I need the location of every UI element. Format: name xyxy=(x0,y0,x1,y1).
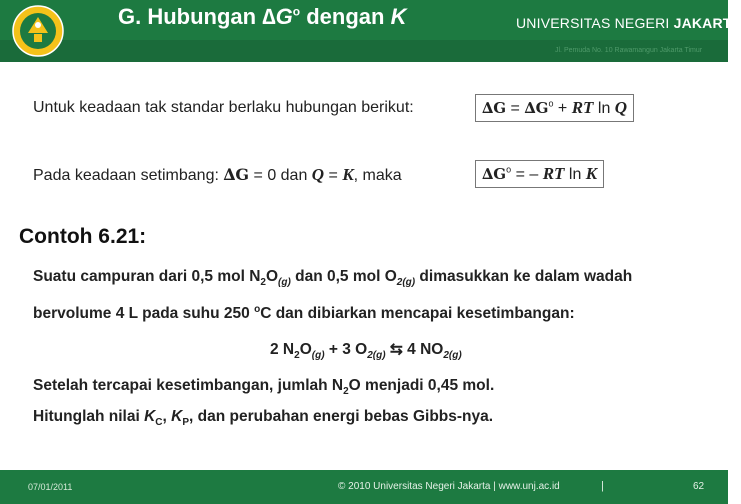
equilibrium-arrow-icon: ⇆ xyxy=(385,341,408,358)
slide-title: G. Hubungan $\Delta G^o$ dengan K xyxy=(118,4,407,29)
nonstandard-text: Untuk keadaan tak standar berlaku hubungan berikut: xyxy=(33,99,414,116)
footer-date: 07/01/2011 xyxy=(28,482,73,492)
page-number: 62 xyxy=(693,481,705,492)
example-heading: Contoh 6.21: xyxy=(19,225,147,248)
equilibrium-text: Pada keadaan setimbang: ∆G = 0 dan Q = K, maka xyxy=(33,165,402,184)
slide-header xyxy=(0,0,741,62)
slide-footer xyxy=(0,470,728,504)
formula-box-equilibrium: $\Delta G^o$ = – RT ln K xyxy=(475,160,604,188)
reaction-equation: 2 $N_2O_{(g)} + 3$ $O_{2(g)}$ ⇆ 4 $NO_{2(g)}$ xyxy=(270,341,462,362)
unj-logo-icon xyxy=(8,3,68,59)
university-name: UNIVERSITAS NEGERI JAKARTA xyxy=(516,15,741,31)
problem-line-2: bervolume 4 L pada suhu 250 $^o$C dan dibiarkan mencapai kesetimbangan: xyxy=(33,304,575,323)
problem-line-3: Setelah tercapai kesetimbangan, jumlah $N_2O$ menjadi 0,45 mol. xyxy=(33,377,495,398)
footer-separator: | xyxy=(601,480,604,492)
header-subtext: Jl. Pemuda No. 10 Rawamangun Jakarta Timur xyxy=(555,47,703,54)
footer-copyright: © 2010 Universitas Negeri Jakarta | www.unj.ac.id xyxy=(338,481,560,492)
problem-line-4: Hitunglah nilai $K_C$, $K_P$, dan perubahan energi bebas Gibbs-nya. xyxy=(33,408,494,429)
problem-line-1: Suatu campuran dari 0,5 mol $N_2O_{(g)}$ dan 0,5 mol $O_{2(g)}$ dimasukkan ke dalam wadah xyxy=(33,268,633,289)
formula-box-nonstandard: $\Delta G = \Delta G^o$ + RT ln Q xyxy=(475,94,634,122)
